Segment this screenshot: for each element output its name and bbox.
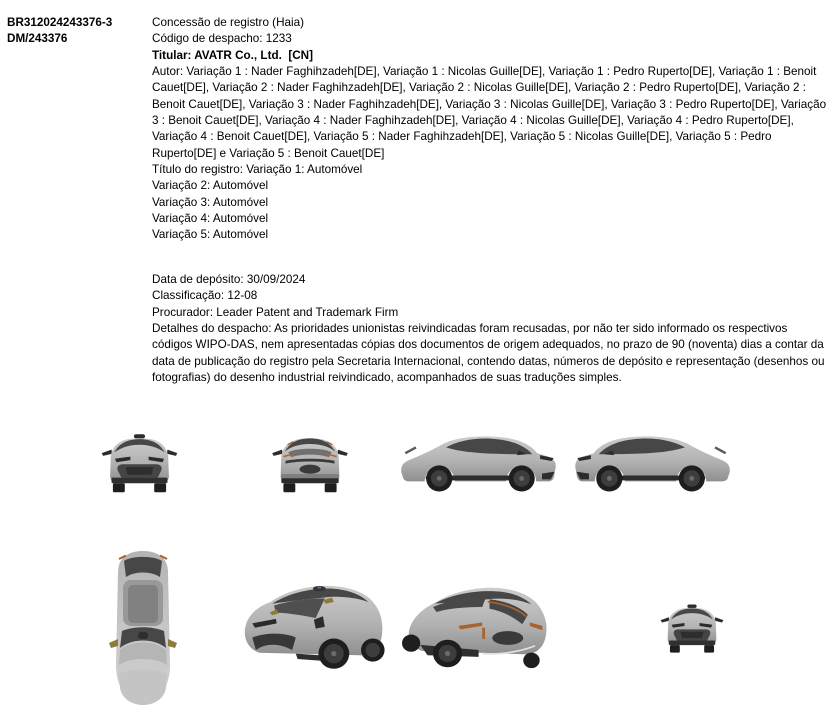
title-line-4: Variação 4: Automóvel bbox=[152, 211, 269, 225]
car-front-three-quarter-image bbox=[236, 577, 390, 675]
dispatch-code: Código de despacho: 1233 bbox=[152, 32, 292, 46]
classification-line: Classificação: 12-08 bbox=[152, 289, 258, 303]
international-registration-number: DM/243376 bbox=[7, 32, 68, 46]
figure-front-view bbox=[101, 430, 178, 500]
dispatch-title: Concessão de registro (Haia) bbox=[152, 16, 305, 29]
title-line-5: Variação 5: Automóvel bbox=[152, 228, 269, 242]
holder-line: Titular: AVATR Co., Ltd. [CN] bbox=[152, 48, 314, 62]
car-top-view-image bbox=[107, 547, 179, 709]
car-front-view-image bbox=[101, 430, 178, 500]
title-line-3: Variação 3: Automóvel bbox=[152, 195, 269, 209]
figure-front-three-quarter-view bbox=[236, 577, 390, 675]
registration-number: BR312024243376-3 bbox=[7, 16, 113, 29]
dispatch-details-paragraph: Detalhes do despacho: As prioridades unionistas reivindicadas foram recusadas, por não ter sido informado os respectivos códigos WIPO-DAS, nem apresentadas cópias dos documentos de origem adequados, no prazo de 90 (noventa) dias a contar da data de publicação do registro pela Secretaria Internacional, contendo datas, números de depósito e representação (desenhos ou fotografias) do desenho industrial reivindicado, acompanhados de suas traduções simples. bbox=[152, 321, 825, 384]
car-front-view-small-image bbox=[657, 601, 727, 659]
registration-id-column bbox=[7, 15, 112, 48]
deposit-date-line: Data de depósito: 30/09/2024 bbox=[152, 273, 306, 286]
figure-top-view bbox=[107, 547, 179, 709]
figure-rear-three-quarter-view bbox=[402, 576, 557, 675]
title-line-1: Título do registro: Variação 1: Automóvel bbox=[152, 162, 363, 176]
car-rear-view-image bbox=[270, 430, 350, 500]
car-side-view-left-image bbox=[569, 429, 735, 493]
figure-side-view-right bbox=[396, 429, 562, 493]
authors-paragraph: Autor: Variação 1 : Nader Faghihzadeh[DE], Variação 1 : Nicolas Guille[DE], Variação 1 : Pedro Ruperto[DE], Variação 1 : Benoit Cauet[DE], Variação 2 : Nader Faghihzadeh[DE], Variação 2 : Nicolas Guille[DE], Variação 2 : Pedro Ruperto[DE], Variação 2 : Benoit Cauet[DE], Variação 3 : Nader Faghihzadeh[DE], Variação 3 : Nicolas Guille[DE], Variação 3 : Pedro Ruperto[DE], Variação 3 : Benoit Cauet[DE], Variação 4 : Nader Faghihzadeh[DE], Variação 4 : Nicolas Guille[DE], Variação 4 : Pedro Ruperto[DE], Variação 4 : Benoit Cauet[DE], Variação 5 : Nader Faghihzadeh[DE], Variação 5 : Nicolas Guille[DE], Variação 5 : Pedro Ruperto[DE] e Variação 5 : Benoit Cauet[DE] bbox=[152, 64, 827, 160]
title-line-2: Variação 2: Automóvel bbox=[152, 179, 269, 193]
record-details-block-2 bbox=[152, 272, 828, 386]
attorney-line: Procurador: Leader Patent and Trademark Firm bbox=[152, 305, 399, 319]
figure-side-view-left bbox=[569, 429, 735, 493]
figure-rear-view bbox=[270, 430, 350, 500]
figure-front-view-small bbox=[657, 601, 727, 659]
record-details-block bbox=[152, 15, 828, 244]
car-rear-three-quarter-image bbox=[402, 576, 557, 675]
car-side-view-right-image bbox=[396, 429, 562, 493]
